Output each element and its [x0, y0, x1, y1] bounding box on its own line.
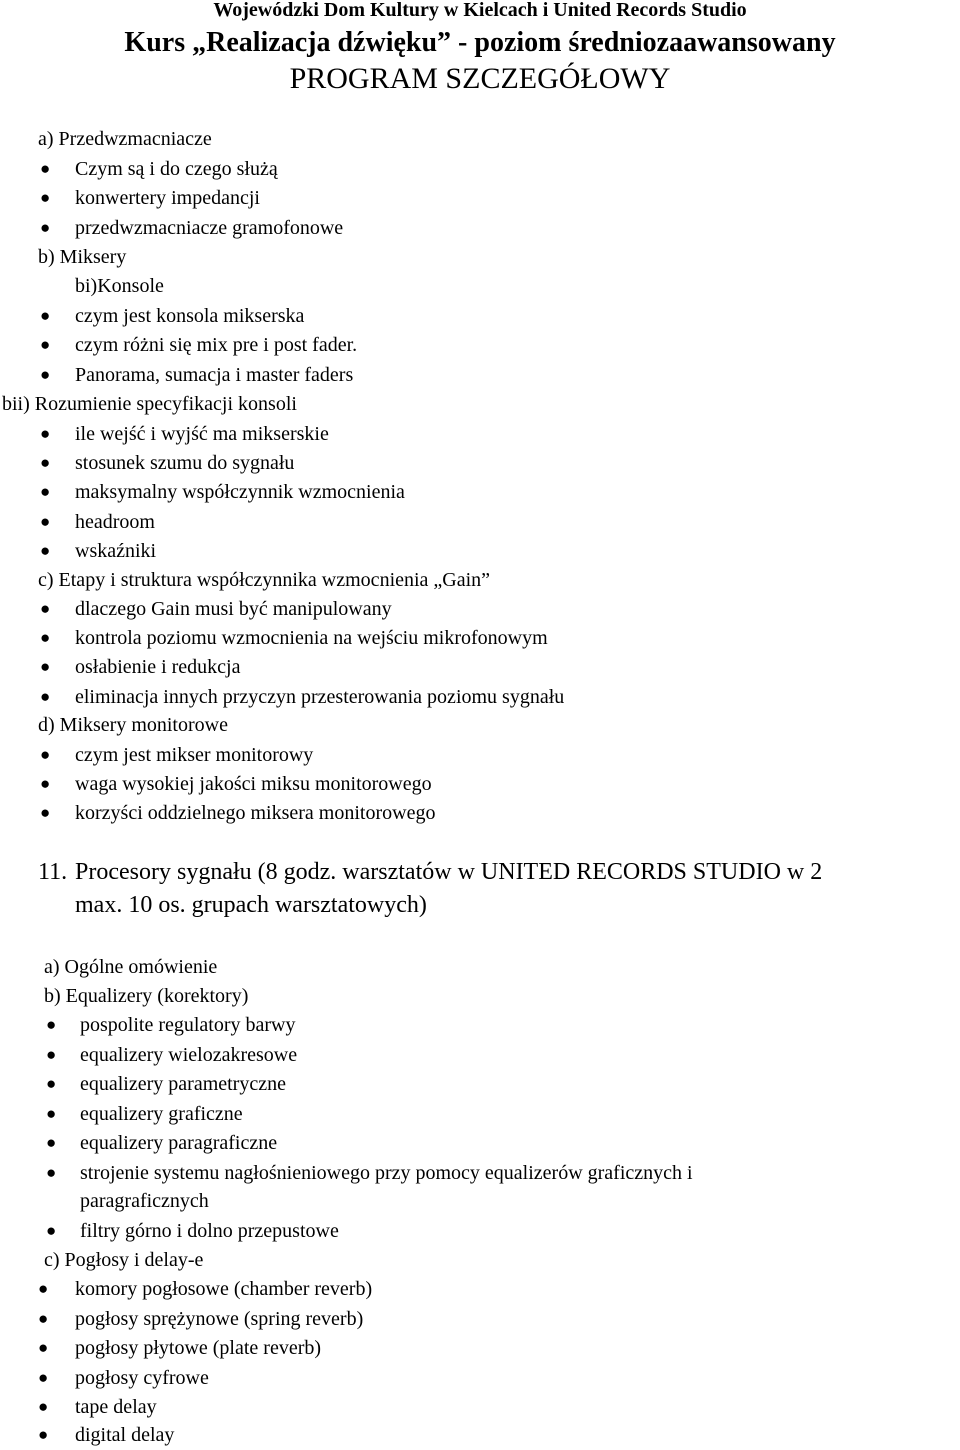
list-item: ● komory pogłosowe (chamber reverb) [0, 1274, 960, 1304]
bullet-icon: ● [40, 803, 51, 822]
list-item: ● filtry górno i dolno przepustowe [0, 1216, 960, 1246]
list-item: ● konwertery impedancji [0, 183, 960, 213]
bullet-icon: ● [38, 1279, 49, 1298]
bullet-icon: ● [38, 1425, 49, 1444]
list-heading: b) Equalizery (korektory) [44, 985, 249, 1007]
list-heading: bii) Rozumienie specyfikacji konsoli [2, 393, 297, 415]
bullet-icon: ● [40, 774, 51, 793]
list-item: ● equalizery wielozakresowe [0, 1040, 960, 1070]
item-11-title: Procesory sygnału (8 godz. warsztatów w UNITED RECORDS STUDIO w 2 [75, 859, 823, 885]
bullet-icon: ● [46, 1074, 57, 1093]
item-number: 11. [38, 859, 68, 885]
bullet-icon: ● [40, 541, 51, 560]
bullet-icon: ● [40, 628, 51, 647]
bullet-icon: ● [40, 745, 51, 764]
bullet-icon: ● [40, 512, 51, 531]
list-heading: c) Pogłosy i delay-e [44, 1249, 204, 1271]
list-item: ● tape delay [0, 1392, 960, 1422]
list-item: ● kontrola poziomu wzmocnienia na wejściu mikrofonowym [0, 623, 960, 653]
list-item: ● Panorama, sumacja i master faders [0, 360, 960, 390]
bullet-icon: ● [40, 657, 51, 676]
list-item: ● stosunek szumu do sygnału [0, 448, 960, 478]
list-item: ● pogłosy płytowe (plate reverb) [0, 1333, 960, 1363]
course-title: Kurs „Realizacja dźwięku” - poziom średniozaawansowany [124, 27, 836, 58]
bullet-icon: ● [40, 335, 51, 354]
list-item: ● equalizery paragraficzne [0, 1128, 960, 1158]
list-heading: c) Etapy i struktura współczynnika wzmocnienia „Gain” [38, 569, 491, 591]
list-heading: a) Ogólne omówienie [44, 956, 218, 978]
bullet-icon: ● [38, 1338, 49, 1357]
list-item: ● czym jest mikser monitorowy [0, 740, 960, 770]
list-item: ● pogłosy sprężynowe (spring reverb) [0, 1304, 960, 1334]
bullet-icon: ● [38, 1368, 49, 1387]
bullet-icon: ● [46, 1015, 57, 1034]
bullet-icon: ● [40, 306, 51, 325]
item-11-line-1 [0, 855, 960, 889]
bullet-icon: ● [40, 365, 51, 384]
list-item: ● pospolite regulatory barwy [0, 1010, 960, 1040]
list-item: ● osłabienie i redukcja [0, 652, 960, 682]
list-subheading: bi)Konsole [75, 275, 164, 297]
bullet-icon: ● [38, 1397, 49, 1416]
item-11-line-2 [0, 888, 960, 922]
bullet-icon: ● [40, 453, 51, 472]
list-item: ● czym różni się mix pre i post fader. [0, 330, 960, 360]
list-item: ● korzyści oddzielnego miksera monitorowego [0, 798, 960, 828]
list-item: ● wskaźniki [0, 536, 960, 566]
list-item: ● pogłosy cyfrowe [0, 1363, 960, 1393]
list-item: ● czym jest konsola mikserska [0, 301, 960, 331]
bullet-icon: ● [40, 687, 51, 706]
bullet-icon: ● [46, 1221, 57, 1240]
list-item: ● headroom [0, 507, 960, 537]
item-11-title-continued: max. 10 os. grupach warsztatowych) [75, 892, 427, 918]
bullet-icon: ● [40, 218, 51, 237]
list-item: ● dlaczego Gain musi być manipulowany [0, 594, 960, 624]
list-heading: a) Przedwzmacniacze [38, 128, 212, 150]
list-item: ● equalizery parametryczne [0, 1069, 960, 1099]
list-item: ● maksymalny współczynnik wzmocnienia [0, 477, 960, 507]
institution-title: Wojewódzki Dom Kultury w Kielcach i United Records Studio [213, 0, 747, 21]
list-item: ● waga wysokiej jakości miksu monitorowego [0, 769, 960, 799]
list-item-continuation: paragraficznych [80, 1190, 209, 1212]
list-item: ● eliminacja innych przyczyn przesterowania poziomu sygnału [0, 682, 960, 712]
bullet-icon: ● [46, 1133, 57, 1152]
list-item: ● Czym są i do czego służą [0, 154, 960, 184]
bullet-icon: ● [46, 1104, 57, 1123]
program-title: PROGRAM SZCZEGÓŁOWY [289, 62, 671, 95]
list-item: ● strojenie systemu nagłośnieniowego przy pomocy equalizerów graficznych i [0, 1158, 960, 1188]
bullet-icon: ● [40, 424, 51, 443]
list-item: ● przedwzmacniacze gramofonowe [0, 213, 960, 243]
bullet-icon: ● [40, 188, 51, 207]
bullet-icon: ● [40, 159, 51, 178]
list-heading: b) Miksery [38, 246, 127, 268]
list-item: ● equalizery graficzne [0, 1099, 960, 1129]
bullet-icon: ● [40, 482, 51, 501]
bullet-icon: ● [40, 599, 51, 618]
bullet-icon: ● [38, 1309, 49, 1328]
list-heading: d) Miksery monitorowe [38, 714, 228, 736]
bullet-icon: ● [46, 1045, 57, 1064]
list-item: ● ile wejść i wyjść ma mikserskie [0, 419, 960, 449]
bullet-icon: ● [46, 1163, 57, 1182]
list-item: ● digital delay [0, 1420, 960, 1450]
